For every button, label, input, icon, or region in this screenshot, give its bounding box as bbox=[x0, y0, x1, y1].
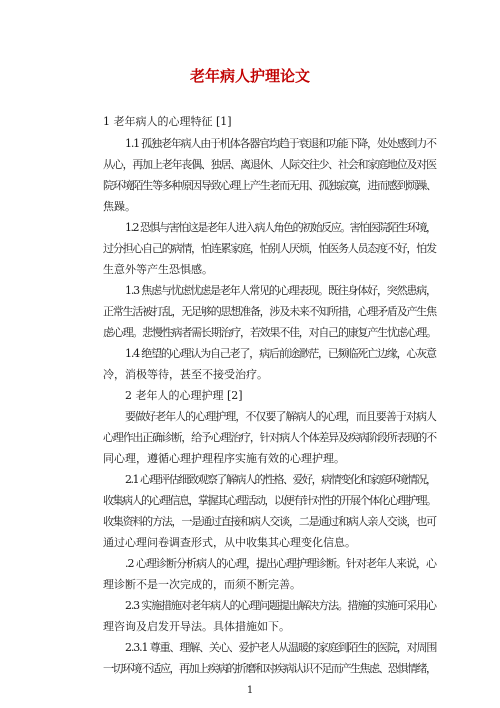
body-line: 通过心理问卷调查形式，从中收集其心理变化信息。 bbox=[103, 536, 356, 549]
body-line: 理咨询及启发开导法。具体措施如下。 bbox=[103, 620, 290, 633]
body-line: 2.3 实施措施对老年病人的心理问题提出解决方法。措施的实施可采用心 bbox=[125, 599, 436, 612]
body-line: 收集资料的方法，一是通过直接和病人交谈，二是通过和病人亲人交谈，也可 bbox=[103, 515, 436, 528]
heading-2: 2 老年人的心理护理 [2] bbox=[125, 389, 243, 402]
body-line: 正常生活被打乱，无足够的思想准备，涉及未来不知所措，心理矛盾及产生焦 bbox=[103, 305, 436, 318]
body-line: 理诊断不是一次完成的，而须不断完善。 bbox=[103, 578, 301, 591]
body-line: 要做好老年人的心理护理，不仅要了解病人的心理，而且要善于对病人 bbox=[125, 410, 436, 423]
body-line: 一切环境不适应，再加上疾病的折磨和对疾病认识不足而产生焦虑、恐惧情绪， bbox=[103, 662, 436, 675]
body-line: .2 心理诊断分析病人的心理，提出心理护理诊断。针对老年人来说，心 bbox=[125, 557, 436, 570]
body-line: 心理作出正确诊断，给予心理治疗，针对病人个体差异及疾病阶段所表现的不 bbox=[103, 431, 436, 444]
body-line: 1.4 绝望的心理认为自己老了，病后前途渺茫，已频临死亡边缘，心灰意 bbox=[125, 347, 436, 360]
body-line: 冷，消极等待，甚至不接受治疗。 bbox=[103, 368, 268, 381]
body-line: 院环境陌生等多种原因导致心理上产生老而无用、孤独寂寞，进而感到烦躁、 bbox=[103, 179, 436, 192]
body-line: 1.1 孤独老年病人由于机体各器官均趋于衰退和功能下降，处处感到力不 bbox=[125, 137, 436, 150]
page-number: 1 bbox=[246, 685, 254, 696]
body-line: 收集病人的心理信息，掌握其心理活动，以便有针对性的开展个体化心理护理。 bbox=[103, 494, 436, 507]
body-line: 同心理，遵循心理护理程序实施有效的心理护理。 bbox=[103, 452, 345, 465]
body-line: 过分担心自己的病情，怕连累家庭，怕别人厌烦，怕医务人员态度不好，怕发 bbox=[103, 242, 436, 255]
body-line: 1.2 恐惧与害怕这是老年人进入病人角色的初始反应。害怕医院陌生环境， bbox=[125, 221, 436, 234]
heading-1: 1 老年病人的心理特征 [1] bbox=[103, 115, 232, 128]
body-line: 虑心理。悲慢性病者需长期治疗，若效果不佳，对自己的康复产生忧虑心理。 bbox=[103, 326, 436, 339]
body-line: 2.3.1 尊重、理解、关心、爱护老人从温暖的家庭到陌生的医院，对周围 bbox=[125, 641, 437, 654]
body-line: 从心，再加上老年丧偶、独居、离退休、人际交往少、社会和家庭地位及对医 bbox=[103, 158, 436, 171]
body-line: 1.3 焦虑与忧虑忧虑是老年人常见的心理表现。既往身体好，突然患病， bbox=[125, 284, 436, 297]
body-line: 2.1 心理评估细致观察了解病人的性格、爱好，病情变化和家庭环境情况， bbox=[125, 473, 436, 486]
document-title: 老年病人护理论文 bbox=[189, 67, 310, 85]
body-line: 生意外等产生恐惧感。 bbox=[103, 263, 213, 276]
body-line: 焦躁。 bbox=[103, 200, 136, 213]
